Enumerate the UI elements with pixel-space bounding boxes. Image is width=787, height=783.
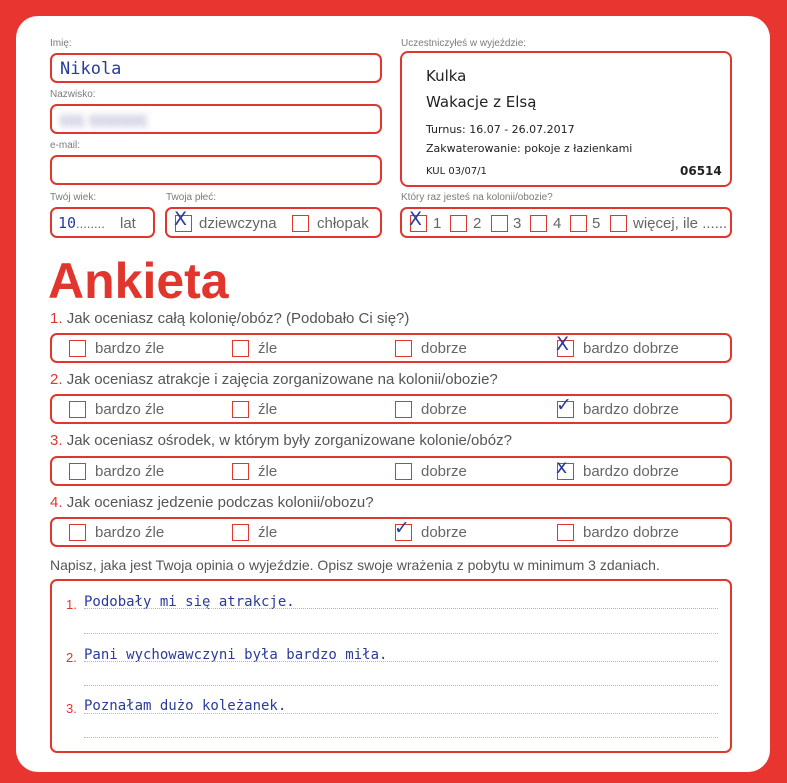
q2-checkbox-bad[interactable] bbox=[232, 401, 249, 418]
q4-label-very-good: bardzo dobrze bbox=[583, 524, 679, 541]
gender-male-label: chłopak bbox=[317, 215, 369, 232]
opinion-rule-5 bbox=[84, 713, 718, 714]
q4-checkbox-good[interactable] bbox=[394, 517, 412, 541]
question-4-text bbox=[50, 494, 374, 511]
opinion-prompt: Napisz, jaka jest Twoja opinia o wyjeździe. Opisz swoje wrażenia z pobytu w minimum 3 zdaniach. bbox=[50, 557, 660, 573]
question-4-label: Jak oceniasz jedzenie podczas kolonii/obozu? bbox=[66, 494, 374, 511]
count-checkbox-more[interactable] bbox=[610, 215, 627, 232]
q3-checkbox-very-bad[interactable] bbox=[69, 463, 86, 480]
q1-checkbox-bad[interactable] bbox=[232, 340, 249, 357]
q1-label-very-good: bardzo dobrze bbox=[583, 340, 679, 357]
email-field[interactable] bbox=[50, 155, 382, 185]
ticket-zakwaterowanie: Zakwaterowanie: pokoje z łazienkami bbox=[426, 142, 633, 155]
ticket-line2: Wakacje z Elsą bbox=[426, 93, 537, 111]
q1-mark: X bbox=[556, 333, 570, 355]
opinion-line-1: Podobały mi się atrakcje. bbox=[84, 594, 295, 610]
count-checkbox-4[interactable] bbox=[530, 215, 547, 232]
gender-label: Twoja płeć: bbox=[166, 192, 217, 203]
q1-checkbox-good[interactable] bbox=[395, 340, 412, 357]
opinion-rule-2 bbox=[84, 633, 718, 634]
question-1-text bbox=[50, 310, 409, 327]
q2-mark: ✓ bbox=[556, 394, 572, 416]
count-label-1: 1 bbox=[433, 215, 442, 232]
q2-checkbox-good[interactable] bbox=[395, 401, 412, 418]
count-checkbox-1[interactable] bbox=[409, 208, 427, 232]
count-checkbox-2[interactable] bbox=[450, 215, 467, 232]
q2-label-very-bad: bardzo źle bbox=[95, 401, 165, 418]
question-1-number: 1. bbox=[50, 310, 63, 327]
question-3-label: Jak oceniasz ośrodek, w którym były zorganizowane kolonie/obóz? bbox=[66, 432, 512, 449]
count-checkbox-5[interactable] bbox=[570, 215, 587, 232]
name-field[interactable] bbox=[50, 53, 382, 83]
count-label-3: 3 bbox=[513, 215, 522, 232]
ticket-number: 06514 bbox=[680, 164, 722, 178]
question-1-label: Jak oceniasz całą kolonię/obóz? (Podobało Ci się?) bbox=[66, 310, 410, 327]
q1-label-good: dobrze bbox=[421, 340, 467, 357]
q3-label-bad: źle bbox=[258, 463, 278, 480]
opinion-rule-3 bbox=[84, 661, 718, 662]
count-label-more: więcej, ile ...... bbox=[633, 215, 728, 232]
question-3-number: 3. bbox=[50, 432, 63, 449]
question-2-text bbox=[50, 371, 498, 388]
email-label: e-mail: bbox=[50, 140, 81, 151]
q3-checkbox-bad[interactable] bbox=[232, 463, 249, 480]
trip-ticket bbox=[400, 51, 732, 187]
count-label: Który raz jesteś na kolonii/obozie? bbox=[401, 192, 553, 203]
q4-label-very-bad: bardzo źle bbox=[95, 524, 165, 541]
q1-checkbox-very-good[interactable] bbox=[556, 333, 574, 357]
count-mark: X bbox=[409, 208, 423, 230]
opinion-textarea[interactable] bbox=[50, 579, 732, 753]
opinion-rule-6 bbox=[84, 737, 718, 738]
age-field[interactable] bbox=[50, 207, 155, 238]
question-3-answers bbox=[50, 456, 732, 486]
trip-label: Uczestniczyłeś w wyjeździe: bbox=[401, 38, 527, 49]
question-2-label: Jak oceniasz atrakcje i zajęcia zorganizowane na kolonii/obozie? bbox=[66, 371, 498, 388]
age-unit: lat bbox=[120, 215, 136, 232]
question-2-number: 2. bbox=[50, 371, 63, 388]
q2-checkbox-very-good[interactable] bbox=[556, 394, 574, 418]
gender-male-checkbox[interactable] bbox=[292, 215, 309, 232]
q3-mark: x bbox=[556, 456, 568, 478]
age-dots: ........ bbox=[76, 216, 105, 231]
page-title: Ankieta bbox=[48, 253, 229, 309]
gender-female-checkbox[interactable] bbox=[174, 208, 192, 232]
gender-field bbox=[165, 207, 382, 238]
ticket-line1: Kulka bbox=[426, 67, 467, 85]
q3-checkbox-good[interactable] bbox=[395, 463, 412, 480]
q4-checkbox-bad[interactable] bbox=[232, 524, 249, 541]
count-field bbox=[400, 207, 732, 238]
question-4-answers bbox=[50, 517, 732, 547]
gender-female-mark: X bbox=[174, 208, 188, 230]
q1-label-bad: źle bbox=[258, 340, 278, 357]
q4-mark: ✓ bbox=[394, 517, 410, 539]
q2-checkbox-very-bad[interactable] bbox=[69, 401, 86, 418]
question-4-number: 4. bbox=[50, 494, 63, 511]
q1-checkbox-very-bad[interactable] bbox=[69, 340, 86, 357]
q4-label-good: dobrze bbox=[421, 524, 467, 541]
count-label-5: 5 bbox=[592, 215, 601, 232]
q2-label-bad: źle bbox=[258, 401, 278, 418]
ticket-turnus: Turnus: 16.07 - 26.07.2017 bbox=[426, 123, 575, 136]
question-1-answers bbox=[50, 333, 732, 363]
q2-label-good: dobrze bbox=[421, 401, 467, 418]
q3-checkbox-very-good[interactable] bbox=[556, 456, 574, 480]
q3-label-very-bad: bardzo źle bbox=[95, 463, 165, 480]
opinion-number-2: 2. bbox=[66, 650, 77, 665]
q4-checkbox-very-bad[interactable] bbox=[69, 524, 86, 541]
q2-label-very-good: bardzo dobrze bbox=[583, 401, 679, 418]
q4-label-bad: źle bbox=[258, 524, 278, 541]
question-3-text bbox=[50, 432, 512, 449]
q4-checkbox-very-good[interactable] bbox=[557, 524, 574, 541]
q3-label-good: dobrze bbox=[421, 463, 467, 480]
age-label: Twój wiek: bbox=[50, 192, 97, 203]
opinion-number-1: 1. bbox=[66, 597, 77, 612]
opinion-line-2: Pani wychowawczyni była bardzo miła. bbox=[84, 647, 388, 663]
opinion-number-3: 3. bbox=[66, 701, 77, 716]
age-value: 10 bbox=[58, 214, 77, 232]
surname-label: Nazwisko: bbox=[50, 89, 96, 100]
question-2-answers bbox=[50, 394, 732, 424]
ticket-code: KUL 03/07/1 bbox=[426, 166, 487, 177]
count-label-4: 4 bbox=[553, 215, 562, 232]
gender-female-label: dziewczyna bbox=[199, 215, 277, 232]
count-label-2: 2 bbox=[473, 215, 482, 232]
q1-label-very-bad: bardzo źle bbox=[95, 340, 165, 357]
surname-field[interactable] bbox=[50, 104, 382, 134]
opinion-rule-1 bbox=[84, 608, 718, 609]
name-value: Nikola bbox=[60, 59, 122, 79]
opinion-rule-4 bbox=[84, 685, 718, 686]
opinion-line-3: Poznałam dużo koleżanek. bbox=[84, 698, 287, 714]
q3-label-very-good: bardzo dobrze bbox=[583, 463, 679, 480]
surname-value-redacted: ҫҫҫ ҫҫҫҫҫҫҫ bbox=[60, 110, 148, 128]
name-label: Imię: bbox=[50, 38, 72, 49]
count-checkbox-3[interactable] bbox=[491, 215, 508, 232]
